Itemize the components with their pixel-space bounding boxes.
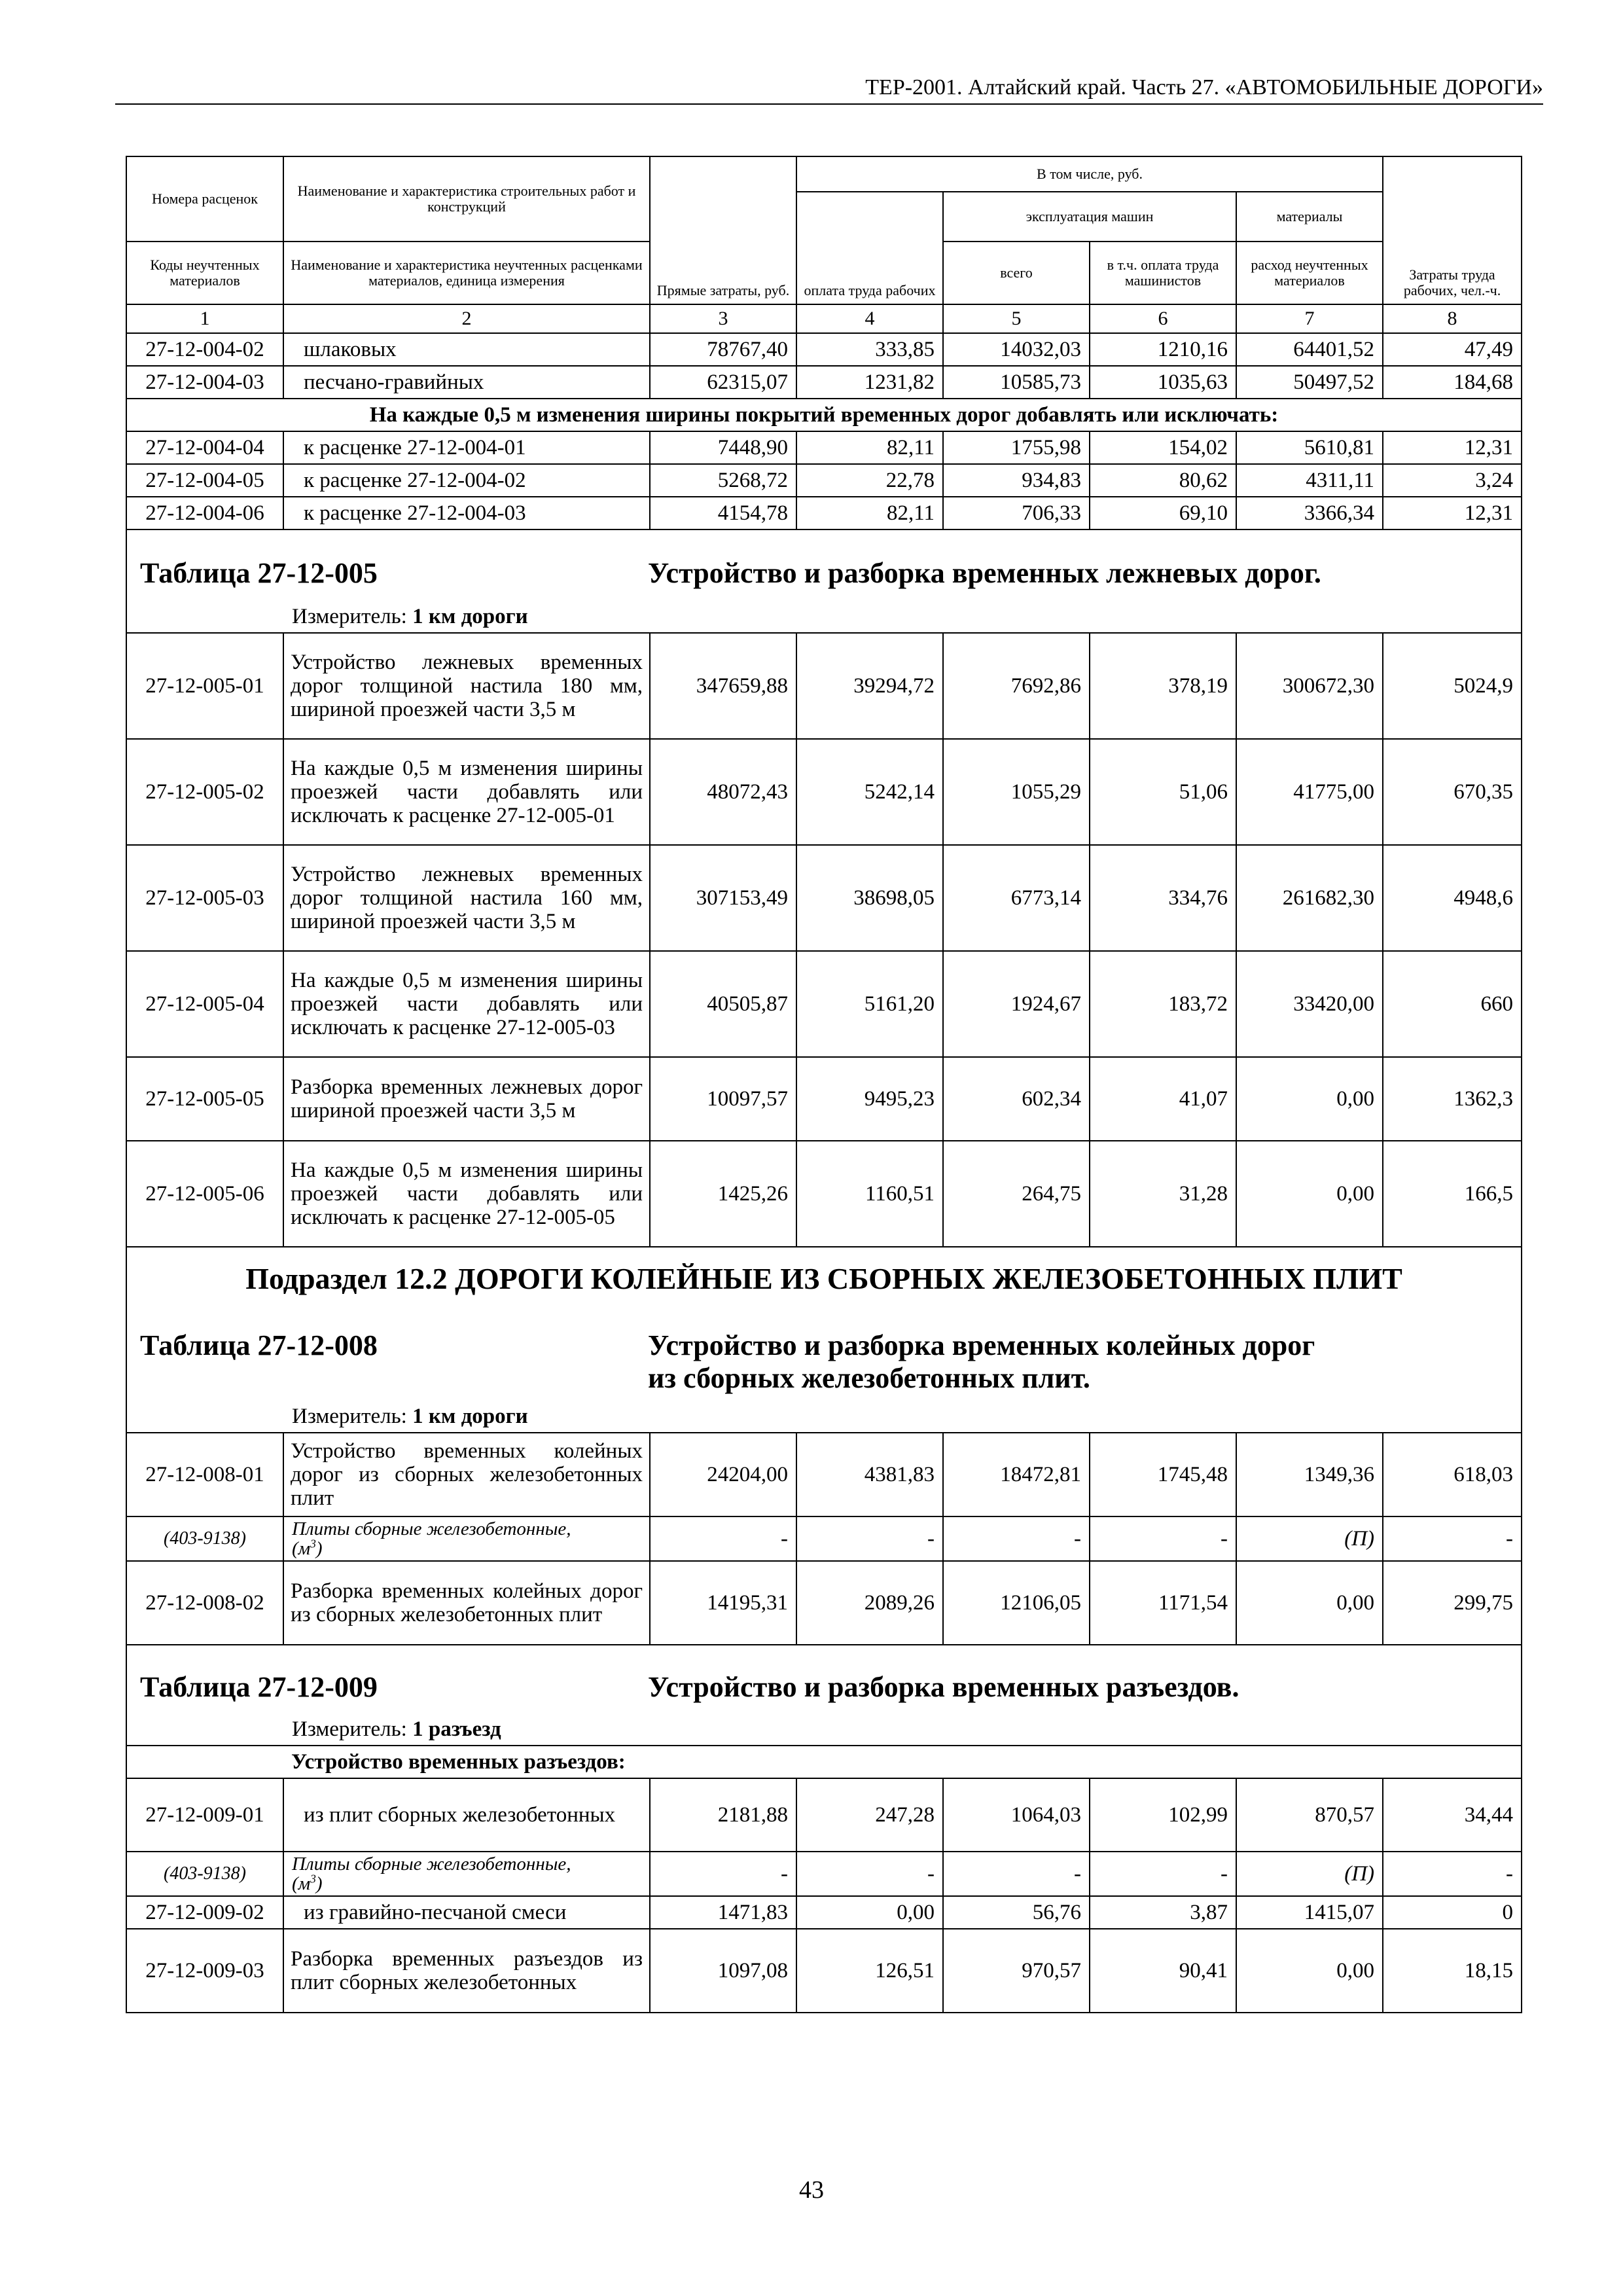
cell: 618,03 (1383, 1433, 1522, 1516)
header-name-bottom: Наименование и характеристика неучтенных расценками материалов, единица измерения (283, 242, 650, 304)
cell: 299,75 (1383, 1561, 1522, 1645)
cell: 1924,67 (943, 951, 1090, 1057)
row-code: 27-12-008-01 (126, 1433, 283, 1516)
group-heading-row (126, 1746, 1522, 1778)
cell: 102,99 (1090, 1778, 1236, 1852)
cell: 1415,07 (1236, 1896, 1383, 1929)
row-code: 27-12-004-04 (126, 431, 283, 464)
cell: 12,31 (1383, 431, 1522, 464)
cell: 24204,00 (650, 1433, 796, 1516)
cell: 970,57 (943, 1929, 1090, 2013)
cell: 660 (1383, 951, 1522, 1057)
row-name: из плит сборных железобетонных (283, 1778, 650, 1852)
cell: 1160,51 (796, 1141, 943, 1247)
material-code: (403-9138) (126, 1852, 283, 1896)
cell: 90,41 (1090, 1929, 1236, 2013)
table-row (126, 497, 1522, 529)
material-row (126, 1852, 1522, 1896)
cell: - (796, 1516, 943, 1561)
cell: - (650, 1852, 796, 1896)
cell: 51,06 (1090, 739, 1236, 845)
subsection-title: Подраздел 12.2 ДОРОГИ КОЛЕЙНЫЕ ИЗ СБОРНЫХ ЖЕЛЕЗОБЕТОННЫХ ПЛИТ (245, 1262, 1402, 1295)
cell: 1210,16 (1090, 333, 1236, 366)
measure-value: 1 разъезд (412, 1717, 501, 1741)
table-title: Устройство и разборка временных разъездов. (648, 1671, 1240, 1703)
cell: 48072,43 (650, 739, 796, 845)
row-name: к расценке 27-12-004-02 (283, 464, 650, 497)
material-label: Плиты сборные железобетонные, (292, 1854, 571, 1874)
table-header (126, 156, 1522, 333)
cell: 12,31 (1383, 497, 1522, 529)
table-row (126, 333, 1522, 366)
cell: 7692,86 (943, 633, 1090, 739)
row-code: 27-12-009-01 (126, 1778, 283, 1852)
cell: 1755,98 (943, 431, 1090, 464)
cell: 80,62 (1090, 464, 1236, 497)
colnum: 3 (650, 304, 796, 333)
cell: 1349,36 (1236, 1433, 1383, 1516)
table-row (126, 951, 1522, 1057)
cell: 154,02 (1090, 431, 1236, 464)
cell: 62315,07 (650, 366, 796, 399)
empty-cell (126, 1746, 283, 1778)
column-numbers (126, 304, 1522, 333)
row-code: 27-12-005-06 (126, 1141, 283, 1247)
cell: 166,5 (1383, 1141, 1522, 1247)
cell: 1425,26 (650, 1141, 796, 1247)
cell: 40505,87 (650, 951, 796, 1057)
row-name: к расценке 27-12-004-01 (283, 431, 650, 464)
cell: 4311,11 (1236, 464, 1383, 497)
colnum: 8 (1383, 304, 1522, 333)
cell: 347659,88 (650, 633, 796, 739)
cell: - (1090, 1516, 1236, 1561)
cell: 670,35 (1383, 739, 1522, 845)
row-name: На каждые 0,5 м изменения ширины проезжей части добавлять или исключать к расценке 27-12-005-03 (283, 951, 650, 1057)
row-name: к расценке 27-12-004-03 (283, 497, 650, 529)
cell: 1064,03 (943, 1778, 1090, 1852)
cell: 1362,3 (1383, 1057, 1522, 1141)
table-row (126, 1057, 1522, 1141)
measure-label: Измеритель: (292, 1717, 407, 1741)
cell: 1745,48 (1090, 1433, 1236, 1516)
cell: (П) (1236, 1852, 1383, 1896)
table-row (126, 1561, 1522, 1645)
cell: 14195,31 (650, 1561, 796, 1645)
table-row (126, 1929, 1522, 2013)
cell: 261682,30 (1236, 845, 1383, 951)
cell: 34,44 (1383, 1778, 1522, 1852)
cell: 0,00 (1236, 1057, 1383, 1141)
measure-label: Измеритель: (292, 1405, 407, 1428)
row-code: 27-12-005-04 (126, 951, 283, 1057)
group-heading: Устройство временных разъездов: (283, 1746, 1522, 1778)
row-name: На каждые 0,5 м изменения ширины проезжей части добавлять или исключать к расценке 27-12-005-01 (283, 739, 650, 845)
cell: 47,49 (1383, 333, 1522, 366)
page-number: 43 (799, 2176, 824, 2204)
cell: 183,72 (1090, 951, 1236, 1057)
table-row (126, 633, 1522, 739)
cell: 39294,72 (796, 633, 943, 739)
cell: - (943, 1516, 1090, 1561)
table-title: Устройство и разборка временных лежневых дорог. (648, 557, 1321, 589)
row-code: 27-12-004-03 (126, 366, 283, 399)
cell: 3366,34 (1236, 497, 1383, 529)
colnum: 5 (943, 304, 1090, 333)
cell: 14032,03 (943, 333, 1090, 366)
material-row (126, 1516, 1522, 1561)
cell: 602,34 (943, 1057, 1090, 1141)
cell: 12106,05 (943, 1561, 1090, 1645)
measure-unit (292, 605, 528, 628)
cell: 41775,00 (1236, 739, 1383, 845)
row-name: На каждые 0,5 м изменения ширины проезжей части добавлять или исключать к расценке 27-12-005-05 (283, 1141, 650, 1247)
cell: (П) (1236, 1516, 1383, 1561)
colnum: 6 (1090, 304, 1236, 333)
cell: 3,24 (1383, 464, 1522, 497)
colnum: 4 (796, 304, 943, 333)
cell: 264,75 (943, 1141, 1090, 1247)
table-heading (126, 1247, 1522, 1433)
cell: 9495,23 (796, 1057, 943, 1141)
cell: 1231,82 (796, 366, 943, 399)
measure-value: 1 км дороги (412, 1405, 528, 1428)
measure-unit (292, 1405, 528, 1428)
table-title: Устройство и разборка временных колейных дорог (648, 1329, 1315, 1361)
measure-value: 1 км дороги (412, 605, 528, 628)
header-machines: эксплуатация машин (943, 192, 1236, 242)
header-materials: материалы (1236, 192, 1383, 242)
cell: 69,10 (1090, 497, 1236, 529)
header-labor-cost: Затраты труда рабочих, чел.-ч. (1383, 156, 1522, 304)
cell: 31,28 (1090, 1141, 1236, 1247)
cell: 2089,26 (796, 1561, 943, 1645)
cell: 1171,54 (1090, 1561, 1236, 1645)
cell: 5161,20 (796, 951, 943, 1057)
row-code: 27-12-004-02 (126, 333, 283, 366)
cell: 82,11 (796, 431, 943, 464)
material-name (283, 1516, 650, 1561)
table-heading-row (126, 529, 1522, 633)
material-unit: $(м^3)$ (292, 1872, 323, 1894)
material-unit: $(м^3)$ (292, 1537, 323, 1559)
table-heading-row (126, 1645, 1522, 1746)
cell: 870,57 (1236, 1778, 1383, 1852)
cell: 78767,40 (650, 333, 796, 366)
row-code: 27-12-005-01 (126, 633, 283, 739)
header-codes-top: Номера расценок (126, 156, 283, 242)
cell: 1097,08 (650, 1929, 796, 2013)
table-row (126, 1141, 1522, 1247)
row-code: 27-12-005-05 (126, 1057, 283, 1141)
cell: 5268,72 (650, 464, 796, 497)
cell: 2181,88 (650, 1778, 796, 1852)
header-labor: оплата труда рабочих (796, 192, 943, 304)
cell: 0,00 (1236, 1561, 1383, 1645)
cell: 5242,14 (796, 739, 943, 845)
row-name: Устройство лежневых временных дорог толщиной настила 180 мм, шириной проезжей части 3,5 м (283, 633, 650, 739)
cell: 184,68 (1383, 366, 1522, 399)
header-codes-bottom: Коды неучтенных материалов (126, 242, 283, 304)
material-code: (403-9138) (126, 1516, 283, 1561)
header-machines-total: всего (943, 242, 1090, 304)
cell: 6773,14 (943, 845, 1090, 951)
cell: 64401,52 (1236, 333, 1383, 366)
cell: - (1383, 1852, 1522, 1896)
colnum: 2 (283, 304, 650, 333)
cell: 1471,83 (650, 1896, 796, 1929)
cell: 5024,9 (1383, 633, 1522, 739)
cell: 3,87 (1090, 1896, 1236, 1929)
table-number: Таблица 27-12-009 (140, 1671, 378, 1703)
cell: 5610,81 (1236, 431, 1383, 464)
table-row (126, 1896, 1522, 1929)
cell: 33420,00 (1236, 951, 1383, 1057)
cell: 50497,52 (1236, 366, 1383, 399)
material-name (283, 1852, 650, 1896)
row-name: Устройство лежневых временных дорог толщиной настила 160 мм, шириной проезжей части 3,5 м (283, 845, 650, 951)
colnum: 7 (1236, 304, 1383, 333)
running-head: ТЕР-2001. Алтайский край. Часть 27. «АВТОМОБИЛЬНЫЕ ДОРОГИ» (115, 72, 1543, 105)
cell: 0,00 (796, 1896, 943, 1929)
cell: 4154,78 (650, 497, 796, 529)
cell: - (796, 1852, 943, 1896)
cell: 4381,83 (796, 1433, 943, 1516)
cell: 334,76 (1090, 845, 1236, 951)
row-name: шлаковых (283, 333, 650, 366)
cell: 18472,81 (943, 1433, 1090, 1516)
colnum: 1 (126, 304, 283, 333)
cell: 18,15 (1383, 1929, 1522, 2013)
measure-label: Измеритель: (292, 605, 407, 628)
cell: 22,78 (796, 464, 943, 497)
header-name-top: Наименование и характеристика строительных работ и конструкций (283, 156, 650, 242)
cell: 934,83 (943, 464, 1090, 497)
row-code: 27-12-008-02 (126, 1561, 283, 1645)
cell: 300672,30 (1236, 633, 1383, 739)
cell: 0,00 (1236, 1929, 1383, 2013)
cell: 1055,29 (943, 739, 1090, 845)
cell: 706,33 (943, 497, 1090, 529)
cell: 307153,49 (650, 845, 796, 951)
cell: 333,85 (796, 333, 943, 366)
group-heading-row (126, 399, 1522, 431)
table-row (126, 431, 1522, 464)
row-code: 27-12-005-03 (126, 845, 283, 951)
cell: 1035,63 (1090, 366, 1236, 399)
header-machines-labor: в т.ч. оплата труда машинистов (1090, 242, 1236, 304)
cell: 10585,73 (943, 366, 1090, 399)
row-name: песчано-гравийных (283, 366, 650, 399)
price-table (126, 156, 1522, 2013)
table-heading (126, 529, 1522, 633)
cell: 4948,6 (1383, 845, 1522, 951)
row-name: Разборка временных разъездов из плит сборных железобетонных (283, 1929, 650, 2013)
header-incl: В том числе, руб. (796, 156, 1383, 192)
table-row (126, 1433, 1522, 1516)
row-name: Разборка временных лежневых дорог шириной проезжей части 3,5 м (283, 1057, 650, 1141)
cell: 378,19 (1090, 633, 1236, 739)
row-name: из гравийно-песчаной смеси (283, 1896, 650, 1929)
table-heading-row (126, 1247, 1522, 1433)
table-row (126, 739, 1522, 845)
cell: - (650, 1516, 796, 1561)
cell: - (1383, 1516, 1522, 1561)
cell: - (943, 1852, 1090, 1896)
row-code: 27-12-005-02 (126, 739, 283, 845)
header-direct: Прямые затраты, руб. (650, 156, 796, 304)
material-label: Плиты сборные железобетонные, (292, 1518, 571, 1539)
table-row (126, 845, 1522, 951)
group-heading: На каждые 0,5 м изменения ширины покрытий временных дорог добавлять или исключать: (126, 399, 1522, 431)
table-number: Таблица 27-12-008 (140, 1329, 378, 1361)
cell: 56,76 (943, 1896, 1090, 1929)
cell: 247,28 (796, 1778, 943, 1852)
table-row (126, 464, 1522, 497)
cell: 82,11 (796, 497, 943, 529)
cell: - (1090, 1852, 1236, 1896)
row-name: Разборка временных колейных дорог из сборных железобетонных плит (283, 1561, 650, 1645)
table-row (126, 366, 1522, 399)
cell: 7448,90 (650, 431, 796, 464)
row-code: 27-12-004-06 (126, 497, 283, 529)
table-heading (126, 1645, 1522, 1746)
row-code: 27-12-009-03 (126, 1929, 283, 2013)
table-number: Таблица 27-12-005 (140, 557, 378, 589)
row-name: Устройство временных колейных дорог из сборных железобетонных плит (283, 1433, 650, 1516)
cell: 126,51 (796, 1929, 943, 2013)
cell: 41,07 (1090, 1057, 1236, 1141)
row-code: 27-12-004-05 (126, 464, 283, 497)
cell: 10097,57 (650, 1057, 796, 1141)
header-materials-sub: расход неучтенных материалов (1236, 242, 1383, 304)
cell: 0,00 (1236, 1141, 1383, 1247)
row-code: 27-12-009-02 (126, 1896, 283, 1929)
cell: 38698,05 (796, 845, 943, 951)
table-title-line2: из сборных железобетонных плит. (648, 1362, 1090, 1394)
cell: 0 (1383, 1896, 1522, 1929)
table-row (126, 1778, 1522, 1852)
measure-unit (292, 1717, 501, 1741)
